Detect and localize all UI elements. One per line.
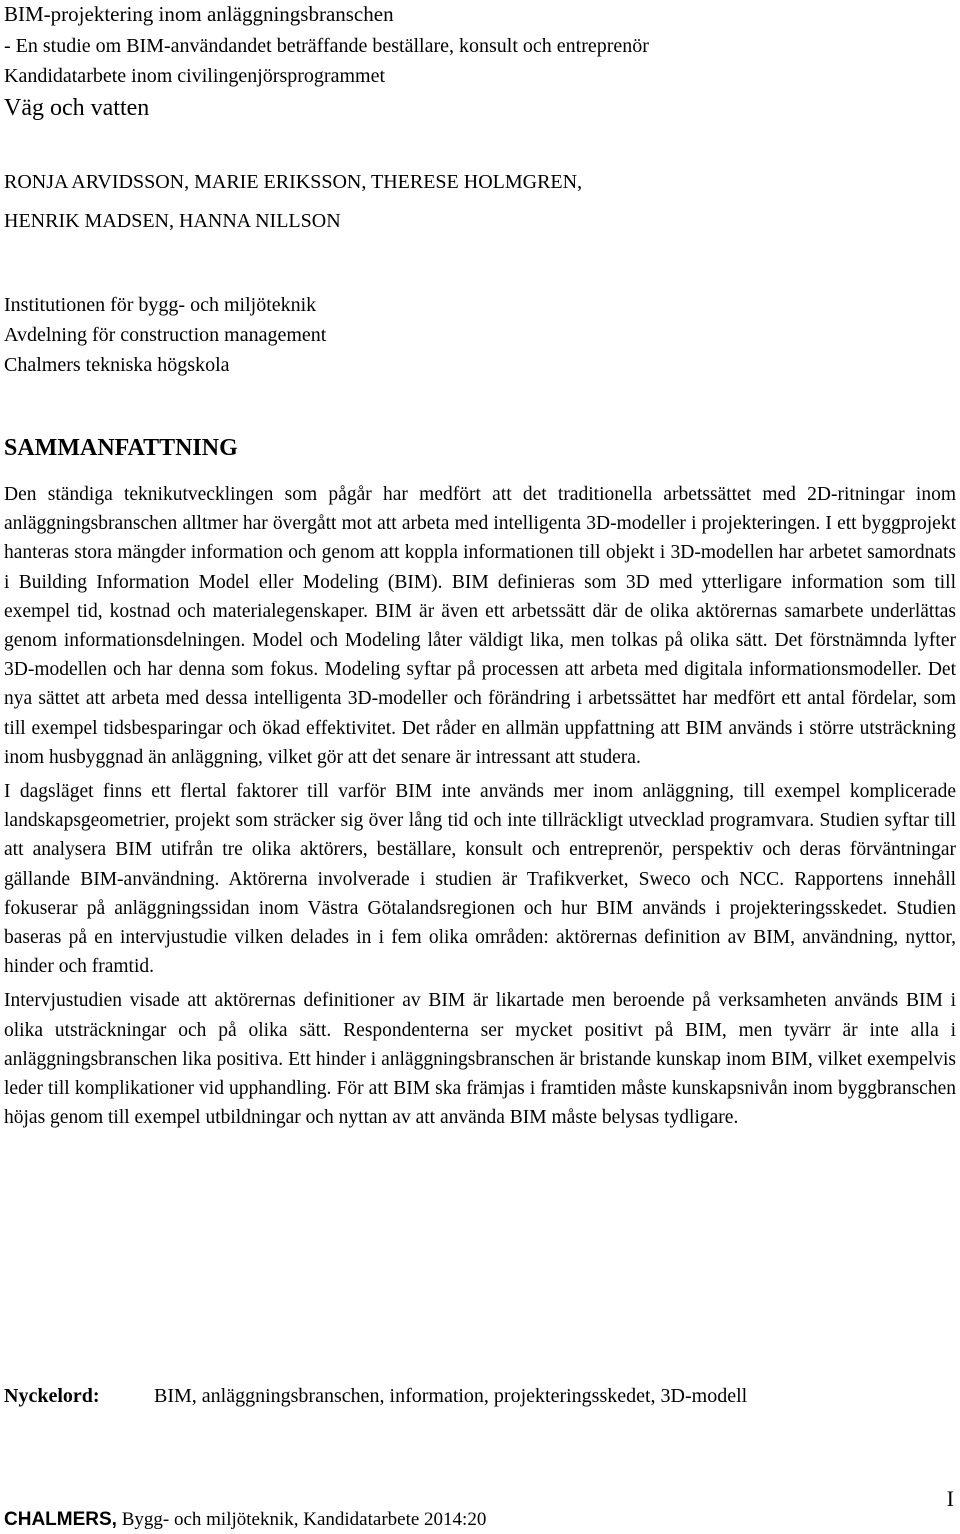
abstract-paragraph-3: Intervjustudien visade att aktörernas definitioner av BIM är likartade men beroende på verksamheten används BIM i olika utsträckningar och på olika sätt. Respondenterna ser mycket positivt på BIM, men tyvärr är inte alla i anläggningsbranschen lika positiva. Ett hinder i anläggningsbranschen är bristande kunskap inom BIM, vilket exempelvis leder till komplikationer vid upphandling. För att BIM ska främjas i framtiden måste kunskapsnivån inom byggbranschen höjas genom till exempel utbildningar och nyttan av att använda BIM måste belysas tydligare. [4,990,956,1129]
page-footer [4,1508,486,1532]
degree-line: Kandidatarbete inom civilingenjörsprogrammet [4,65,385,87]
authors-line-1: RONJA ARVIDSSON, MARIE ERIKSSON, THERESE HOLMGREN, [4,171,583,193]
keywords-label: Nyckelord: [4,1385,100,1407]
abstract-paragraph-2: I dagsläget finns ett flertal faktorer till varför BIM inte används mer inom anläggning, till exempel komplicerade landskapsgeometrier, projekt som sträcker sig över lång tid och inte tillräckligt utvecklad programvara. Studien syftar till att analysera BIM utifrån tre olika aktörers, beställare, konsult och entreprenör, perspektiv och deras förväntningar gällande BIM-användning. Aktörerna involverade i studien är Trafikverket, Sweco och NCC. Rapportens innehåll fokuserar på anläggningssidan inom Västra Götalandsregionen och hur BIM används i projekteringsskedet. Studien baseras på en intervjustudie vilken delades in i fem olika områden: aktörernas definition av BIM, användning, nyttor, hinder och framtid. [4,781,956,978]
institution-line-3: Chalmers tekniska högskola [4,354,230,376]
document-subtitle: - En studie om BIM-användandet beträffande beställare, konsult och entreprenör [4,35,649,57]
authors-line-2: HENRIK MADSEN, HANNA NILLSON [4,210,341,232]
abstract-body [4,480,956,1136]
footer-text: Bygg- och miljöteknik, Kandidatarbete 2014:20 [116,1509,487,1530]
keywords-value: BIM, anläggningsbranschen, information, projekteringsskedet, 3D-modell [154,1385,748,1407]
program-line: Väg och vatten [4,95,150,121]
abstract-paragraph-1: Den ständiga teknikutvecklingen som pågår har medfört att det traditionella arbetssättet med 2D-ritningar inom anläggningsbranschen alltmer har övergått mot att arbeta med intelligenta 3D-modeller i projekteringen. I ett byggprojekt hanteras stora mängder information och genom att koppla informationen till objekt i 3D-modellen har arbetet samordnats i Building Information Model eller Modeling (BIM). BIM definieras som 3D med ytterligare information som till exempel tid, kostnad och materialegenskaper. BIM är även ett arbetssätt där de olika aktörernas samarbete underlättas genom informationsdelningen. Model och Modeling låter väldigt lika, men tolkas på olika sätt. Det förstnämnda lyfter 3D-modellen och har denna som fokus. Modeling syftar på processen att arbeta med digitala informationsmodeller. Det nya sättet att arbeta med dessa intelligenta 3D-modeller och förändring i arbetssättet har medfört ett antal fördelar, som till exempel tidsbesparingar och ökad effektivitet. Det råder en allmän uppfattning att BIM används i större utsträckning inom husbyggnad än anläggning, vilket gör att det senare är intressant att studera. [4,484,956,768]
document-title: BIM-projektering inom anläggningsbranschen [4,2,394,26]
institution-line-2: Avdelning för construction management [4,324,327,346]
abstract-heading: SAMMANFATTNING [4,435,238,461]
keywords-line [4,1383,747,1409]
footer-brand: CHALMERS, [4,1509,117,1530]
page-number: I [946,1486,954,1511]
institution-line-1: Institutionen för bygg- och miljöteknik [4,294,317,316]
